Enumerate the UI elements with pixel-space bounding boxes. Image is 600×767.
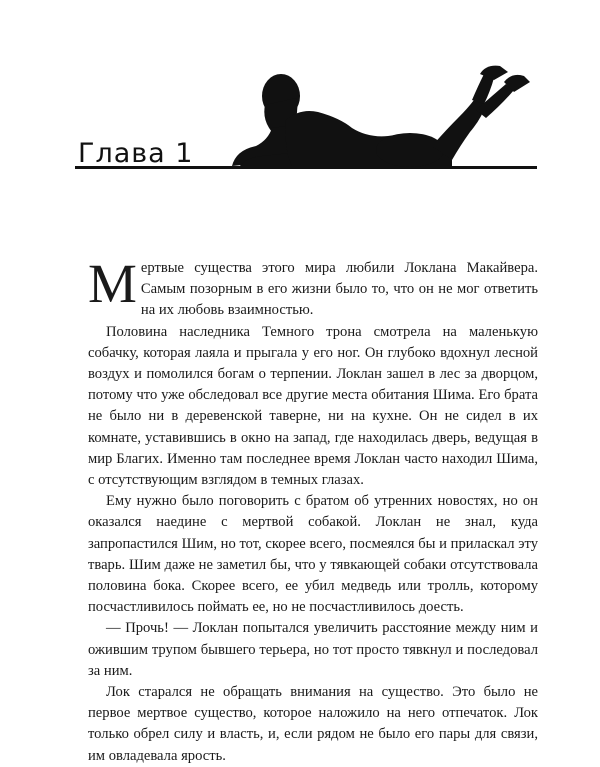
paragraph-1	[88, 253, 538, 322]
paragraph-1-text: ертвые существа этого мира любили Локлана Макайвера. Самым позорным в его жизни было то, что он не мог ответить на их любовь взаимностью.	[140, 260, 538, 319]
paragraph-4: — Прочь! — Локлан попытался увеличить расстояние между ним и ожившим трупом бывшего терьера, но тот просто тявкнул и последовал за ним.	[88, 620, 538, 679]
drop-cap: М	[88, 253, 137, 314]
paragraph-3: Ему нужно было поговорить с братом об утренних новостях, но он оказался наедине с мертвой собакой. Локлан не знал, куда запропастился Шим, но тот, скорее всего, посмеялся бы и приласкал эту тварь. Шим даже не заметил бы, что у тявкающей собаки отсутствовала половина бока. Скорее всего, ее убил медведь или тролль, которому посчастливилось поймать ее, но не посчастливилось доесть.	[88, 493, 538, 616]
silhouette-illustration	[0, 0, 600, 200]
reclining-woman-silhouette-icon	[232, 66, 530, 167]
paragraph-5: Лок старался не обращать внимания на существо. Это было не первое мертвое существо, которое наложило на него отпечаток. Лок только обрел силу и власть, и, если рядом не было его пары для связи, им овладевала ярость.	[88, 684, 538, 764]
paragraph-2: Половина наследника Темного трона смотрела на маленькую собачку, которая лаяла и прыгала у его ног. Он глубоко вдохнул лесной воздух и помолился богам о терпении. Локлан зашел в лес за дворцом, потому что уже обследовал все другие места обитания Шима. Его брата не было ни в деревенской таверне, ни на кухне. Он не сидел в их комнате, уставившись в окно на запад, где находилась дверь, ведущая в мир Благих. Именно там последнее время Локлан часто находил Шима, с отсутствующим взглядом в темных глазах.	[88, 323, 538, 489]
chapter-title: Глава 1	[78, 138, 194, 169]
chapter-body	[88, 253, 538, 767]
